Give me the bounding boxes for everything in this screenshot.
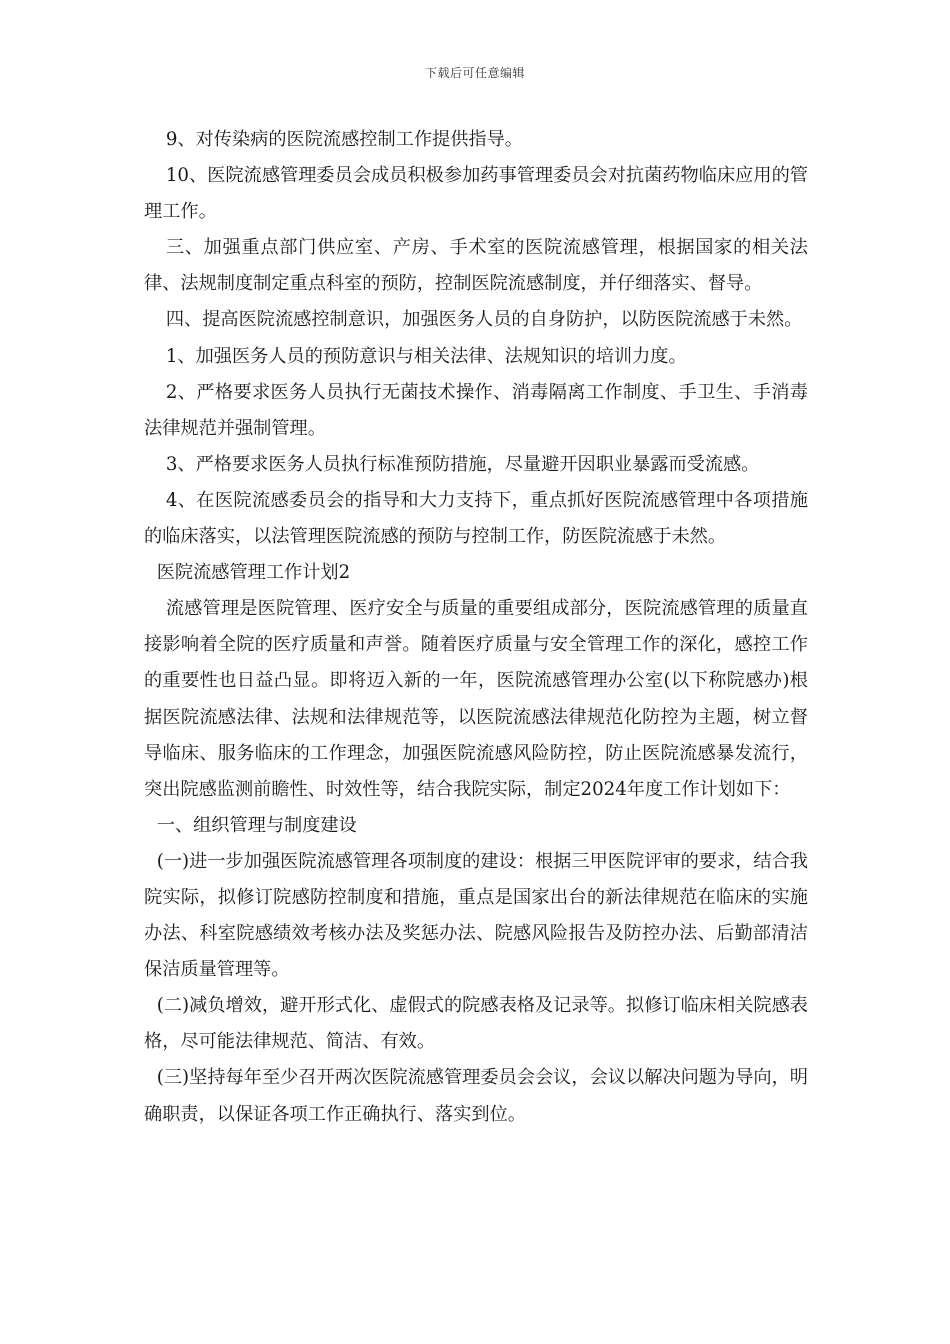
paragraph-intro: 流感管理是医院管理、医疗安全与质量的重要组成部分，医院流感管理的质量直接影响着全院的医疗质量和声誉。随着医疗质量与安全管理工作的深化，感控工作的重要性也日益凸显。即将迈入新的一年，医院流感管理办公室(以下称院感办)根据医院流感法律、法规和法律规范等，以医院流感法律规范化防控为主题，树立督导临床、服务临床的工作理念，加强医院流感风险防控，防止医院流感暴发流行，突出院感监测前瞻性、时效性等，结合我院实际，制定2024年度工作计划如下： <box>144 598 808 800</box>
section-heading-org-management: 一、组织管理与制度建设 <box>156 814 357 836</box>
paragraph-item-10: 10、医院流感管理委员会成员积极参加药事管理委员会对抗菌药物临床应用的管理工作。 <box>144 165 808 223</box>
paragraph-subitem-3: (三)坚持每年至少召开两次医院流感管理委员会会议，会议以解决问题为导向，明确职责，以保证各项工作正确执行、落实到位。 <box>144 1067 808 1125</box>
paragraph-item-3: 3、严格要求医务人员执行标准预防措施，尽量避开因职业暴露而受流感。 <box>165 453 760 475</box>
paragraph-section-4: 四、提高医院流感控制意识，加强医务人员的自身防护，以防医院流感于未然。 <box>165 309 803 331</box>
section-title-plan-2: 医院流感管理工作计划2 <box>156 562 351 584</box>
paragraph-item-1: 1、加强医务人员的预防意识与相关法律、法规知识的培训力度。 <box>165 345 687 367</box>
paragraph-item-2: 2、严格要求医务人员执行无菌技术操作、消毒隔离工作制度、手卫生、手消毒法律规范并强制管理。 <box>144 381 808 439</box>
paragraph-item-9: 9、对传染病的医院流感控制工作提供指导。 <box>165 129 523 150</box>
paragraph-item-4: 4、在医院流感委员会的指导和大力支持下，重点抓好医院流感管理中各项措施的临床落实，以法管理医院流感的预防与控制工作，防医院流感于未然。 <box>144 489 808 548</box>
document-body <box>144 122 808 1133</box>
paragraph-section-3: 三、加强重点部门供应室、产房、手术室的医院流感管理，根据国家的相关法律、法规制度制定重点科室的预防，控制医院流感制度，并仔细落实、督导。 <box>144 237 808 295</box>
paragraph-subitem-1: (一)进一步加强医院流感管理各项制度的建设：根据三甲医院评审的要求，结合我院实际，拟修订院感防控制度和措施，重点是国家出台的新法律规范在临床的实施办法、科室院感绩效考核办法及奖惩办法、院感风险报告及防控办法、后勤部清洁保洁质量管理等。 <box>144 850 808 981</box>
paragraph-subitem-2: (二)减负增效，避开形式化、虚假式的院感表格及记录等。拟修订临床相关院感表格，尽可能法律规范、简洁、有效。 <box>144 995 808 1053</box>
page-header: 下载后可任意编辑 <box>424 66 525 80</box>
